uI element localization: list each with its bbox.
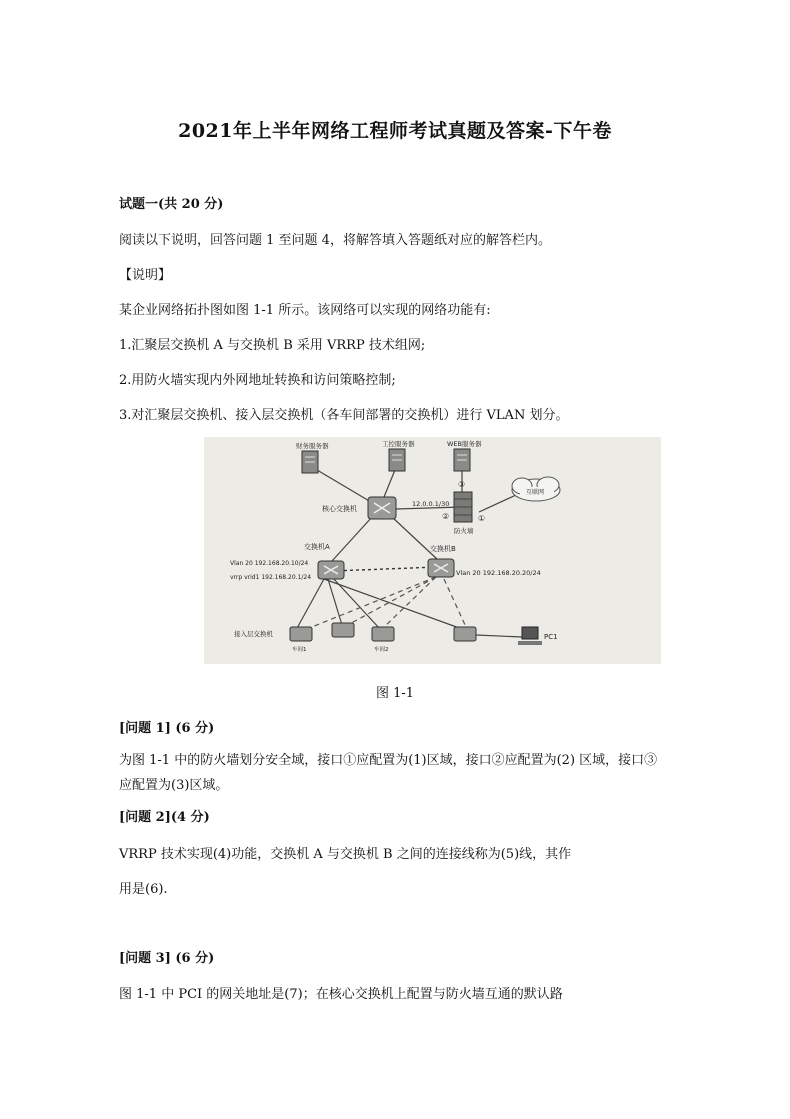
access-switch-1-icon	[290, 627, 312, 641]
vrrp-a-label: vrrp vrid1 192.168.20.1/24	[230, 574, 312, 581]
port-3-label: ③	[458, 480, 466, 489]
web-server-label: WEB服务器	[447, 440, 482, 448]
feature-item-3: 3.对汇聚层交换机、接入层交换机（各车间部署的交换机）进行 VLAN 划分。	[119, 408, 569, 423]
switch-b-icon	[428, 559, 454, 577]
switch-a-label: 交换机A	[304, 543, 330, 551]
problem-3-heading: [问题 3] (6 分)	[119, 951, 215, 966]
problem-2-text-line-2: 用是(6).	[119, 882, 168, 897]
port-1-label: ①	[478, 514, 486, 523]
switch-b-label: 交换机B	[430, 545, 456, 553]
problem-1-text: 为图 1-1 中的防火墙划分安全域，接口①应配置为(1)区域，接口②应配置为(2) 区域，接口③应配置为(3)区域。	[119, 753, 658, 793]
instructions: 阅读以下说明，回答问题 1 至问题 4，将解答填入答题纸对应的解答栏内。	[119, 233, 551, 248]
core-ip-label: 12.0.0.1/30	[412, 500, 450, 508]
access-switch-label: 接入层交换机	[234, 630, 273, 638]
finance-server-label: 财务服务器	[296, 442, 329, 450]
workshop-2-label: 车间2	[374, 647, 389, 653]
figure-caption: 图 1-1	[375, 686, 415, 701]
network-topology-figure	[204, 437, 661, 664]
question-one-heading: 试题一(共 20 分)	[119, 197, 224, 212]
firewall-label: 防火墙	[454, 527, 474, 535]
switch-a-icon	[318, 561, 344, 579]
access-switch-4-icon	[454, 627, 476, 641]
problem-1-heading: [问题 1] (6 分)	[119, 721, 215, 736]
core-switch-label: 核心交换机	[322, 505, 357, 513]
document-title: 2021年上半年网络工程师考试真题及答案-下午卷	[178, 120, 612, 142]
finance-server-icon	[302, 451, 318, 473]
vlan-b-label: Vlan 20 192.168.20.20/24	[456, 569, 541, 577]
access-switch-2-icon	[332, 623, 354, 637]
feature-item-1: 1.汇聚层交换机 A 与交换机 B 采用 VRRP 技术组网;	[119, 338, 426, 353]
explanation-heading: 【说明】	[119, 268, 172, 283]
port-2-label: ②	[442, 512, 450, 521]
access-switch-3-icon	[372, 627, 394, 641]
firewall-icon	[454, 492, 472, 522]
internet-label: 互联网	[526, 489, 545, 496]
feature-item-2: 2.用防火墙实现内外网地址转换和访问策略控制;	[119, 373, 396, 388]
problem-2-text-line-1: VRRP 技术实现(4)功能，交换机 A 与交换机 B 之间的连接线称为(5)线，其作	[119, 847, 572, 862]
problem-3-text: 图 1-1 中 PCI 的网关地址是(7)；在核心交换机上配置与防火墙互通的默认路	[119, 987, 563, 1002]
industrial-control-server-icon	[389, 449, 405, 471]
web-server-icon	[454, 449, 470, 471]
pc1-icon	[518, 627, 542, 645]
core-switch-icon	[368, 497, 396, 519]
vlan-a-label: Vlan 20 192.168.20.10/24	[230, 560, 309, 567]
workshop-1-label: 车间1	[292, 647, 307, 653]
problem-2-heading: [问题 2](4 分)	[119, 810, 210, 825]
pc1-label: PC1	[544, 633, 558, 641]
ic-server-label: 工控服务器	[382, 440, 415, 448]
description: 某企业网络拓扑图如图 1-1 所示。该网络可以实现的网络功能有:	[119, 303, 491, 318]
topology-diagram	[204, 437, 661, 664]
